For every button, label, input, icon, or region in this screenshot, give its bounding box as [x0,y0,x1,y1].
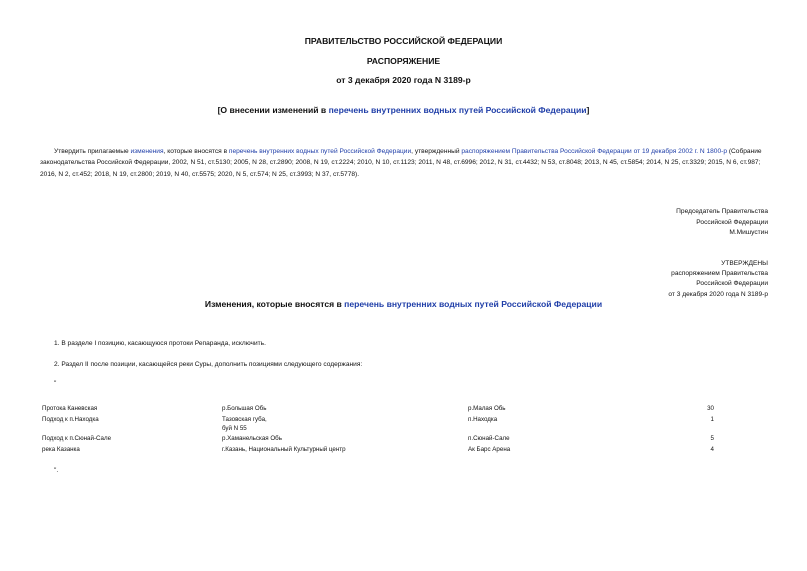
change-item-2: 2. Раздел II после позиции, касающейся реки Суры, дополнить позициями следующего содержания: [54,361,363,368]
close-quote: ". [54,467,59,474]
main-paragraph [40,146,768,180]
waterways-list-link[interactable]: перечень внутренних водных путей Российской Федерации [228,148,412,155]
document-type: РАСПОРЯЖЕНИЕ [366,56,441,66]
document-title [0,105,807,115]
cell-to: п.Сюнай-Сале [468,435,510,442]
cell-to: п.Находка [468,416,498,423]
cell-length: 1 [710,416,714,423]
approved-line-4: от 3 декабря 2020 года N 3189-р [668,291,768,298]
government-heading: ПРАВИТЕЛЬСТВО РОССИЙСКОЙ ФЕДЕРАЦИИ [304,36,503,46]
changes-link[interactable]: изменения [130,148,164,155]
cell-to: Ак Барс Арена [468,446,511,453]
p1-text-b: , которые вносятся в [163,148,229,155]
date-number: от 3 декабря 2020 года N 3189-р [336,75,471,85]
cell-name: Подход к п.Сюнай-Сале [42,435,112,442]
signature-name: М.Мишустин [729,229,768,236]
cell-length: 30 [707,405,714,412]
cell-to: р.Малая Обь [468,405,506,412]
cell-from-extra: буй N 55 [222,425,247,432]
changes-title [0,299,807,309]
p1-text-d: (Собрание законодательства Российской Федерации, 2002, N 51, ст.5130; 2005, N 28, ст.2890; 2008, N 19, ст.2224; 2010, N 10, ст.1123; 2011, N 48, ст.6996; 2012, N 31, ст.4432; N 53, ст.8048; 2013, N 45, ст.5854; 2014, N 25, ст.3329; 2015, N 6, ст.987; 2016, N 2, ст.452; 2018, N 19, ст.2800; 2019, N 40, ст.5575; 2020, N 5, ст.574; N 25, ст.3993; N 37, ст.5778). [40,148,762,178]
cell-from: г.Казань, Национальный Культурный центр [222,446,346,453]
cell-name: Протока Каневская [42,405,98,412]
changes-title-link[interactable]: перечень внутренних водных путей Российской Федерации [344,299,603,309]
approved-line-1: УТВЕРЖДЕНЫ [721,260,768,267]
cell-length: 4 [710,446,714,453]
cell-from: р.Хаманельская Обь [222,435,282,442]
title-link[interactable]: перечень внутренних водных путей Российской Федерации [328,105,587,115]
approved-line-2: распоряжением Правительства [671,270,768,277]
p1-text-c: , утвержденный [411,148,462,155]
changes-title-text: Изменения, которые вносятся в [204,299,345,309]
signature-line-1: Председатель Правительства [676,208,768,215]
open-quote: " [54,380,57,387]
title-close: ] [586,105,590,115]
approved-line-3: Российской Федерации [696,280,768,287]
change-item-1: 1. В разделе I позицию, касающуюся протоки Репаранда, исключить. [54,340,266,347]
signature-line-2: Российской Федерации [696,219,768,226]
decree-link[interactable]: распоряжением Правительства Российской Федерации от 19 декабря 2002 г. N 1800-р [461,148,727,155]
cell-name: Подход к п.Находка [42,416,99,423]
cell-length: 5 [710,435,714,442]
cell-from: р.Большая Обь [222,405,267,412]
cell-from: Тазовская губа, [222,416,267,423]
cell-name: река Казанка [42,446,80,453]
p1-text-a: Утвердить прилагаемые [54,148,131,155]
title-open: [О внесении изменений в [217,105,329,115]
